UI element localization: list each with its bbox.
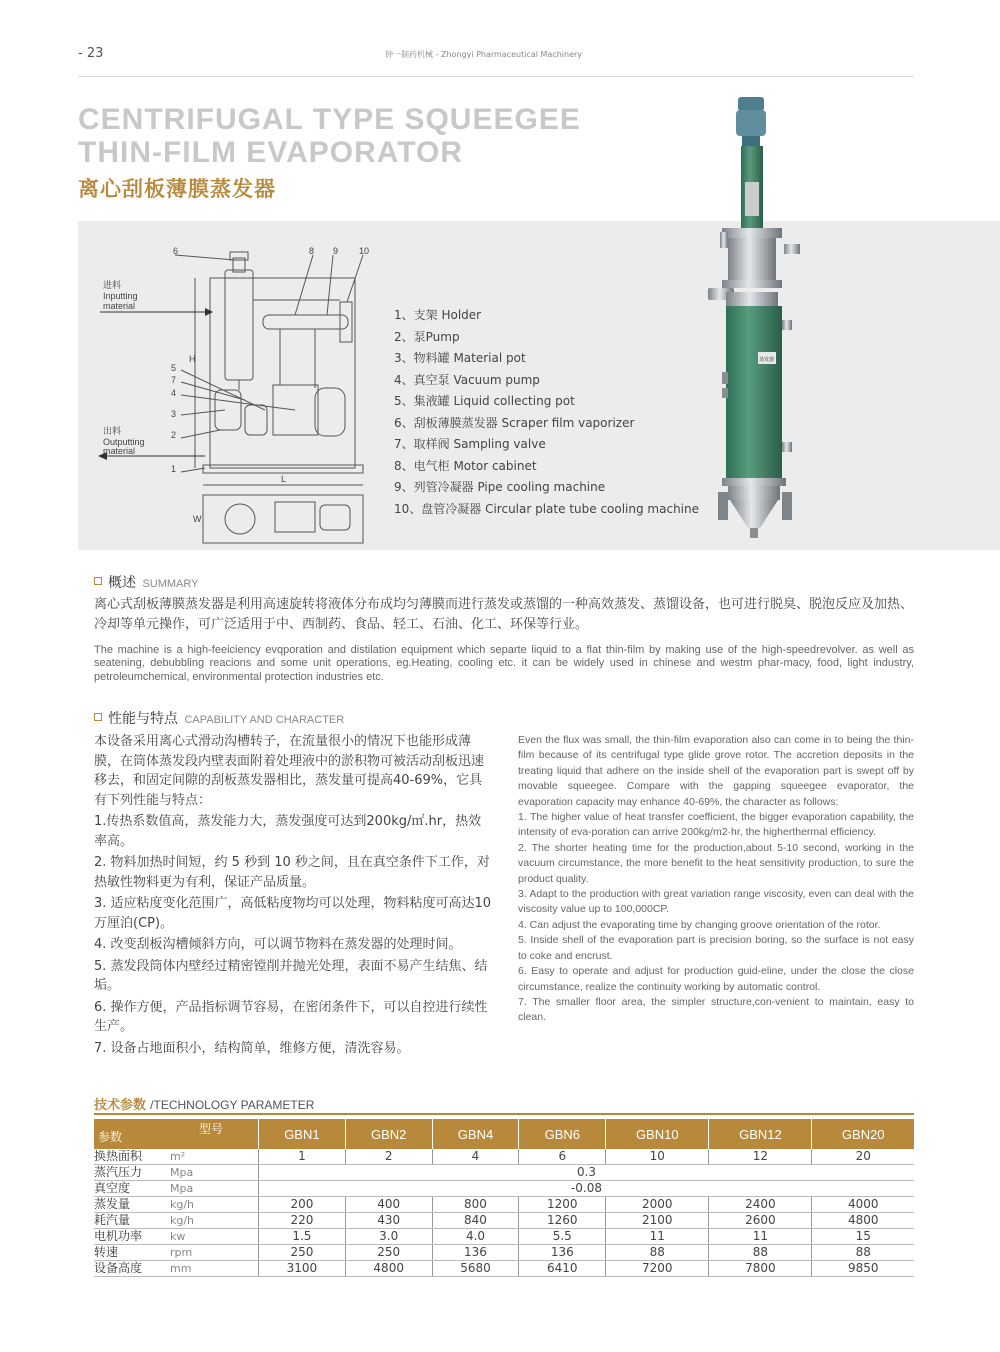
table-row [94, 1165, 914, 1181]
character-cn-paragraph: 7. 设备占地面积小，结构简单，维修方便，清洗容易。 [94, 1040, 410, 1056]
param-name: 蒸发量 [94, 1197, 152, 1213]
nameplate: 蒸发器 [759, 357, 775, 363]
param-value: 4 [432, 1149, 519, 1165]
summary-cn: 离心式刮板薄膜蒸发器是利用高速旋转将液体分布成均匀薄膜而进行蒸发或蒸馏的一种高效蒸发、蒸馏设备，也可进行脱臭、脱泡反应及加热、冷却等单元操作，可广泛适用于中、西制药、食品、轻工、石油、化工、环保等行业。 [94, 597, 914, 632]
param-value: 2400 [709, 1197, 812, 1213]
param-value: 136 [519, 1245, 606, 1261]
param-value: 4.0 [432, 1229, 519, 1245]
dimension-w: W [193, 514, 202, 524]
param-name: 换热面积 [94, 1149, 152, 1165]
param-value: 6410 [519, 1261, 606, 1277]
param-name: 蒸汽压力 [94, 1165, 152, 1181]
inputting-en-2: material [103, 301, 136, 311]
param-value: 1 [259, 1149, 346, 1165]
callout-10: 10 [359, 246, 370, 256]
param-unit: m² [152, 1149, 259, 1165]
param-value: 220 [259, 1213, 346, 1229]
summary-heading [94, 572, 198, 592]
param-name: 转速 [94, 1245, 152, 1261]
param-value: 11 [606, 1229, 709, 1245]
param-value: 1200 [519, 1197, 606, 1213]
param-value: 2 [345, 1149, 432, 1165]
character-heading-en: CAPABILITY AND CHARACTER [184, 714, 345, 726]
character-en-paragraph: 1. The higher value of heat transfer coefficient, the bigger evaporation capability, the intensity of eva-poration can arrive 200kg/m2·hr, the higherthermal efficiency. [518, 811, 914, 839]
parts-item: 1、支架 Holder [394, 308, 482, 322]
param-value: 430 [345, 1213, 432, 1229]
param-name: 设备高度 [94, 1261, 152, 1277]
outputting-cn: 出料 [103, 426, 122, 436]
tech-heading-en: /TECHNOLOGY PARAMETER [150, 1098, 315, 1112]
param-value: 4800 [345, 1261, 432, 1277]
param-value: 4000 [812, 1197, 914, 1213]
table-row [94, 1197, 914, 1213]
title-chinese: 离心刮板薄膜蒸发器 [78, 177, 276, 201]
parts-item: 5、集液罐 Liquid collecting pot [394, 394, 575, 408]
param-name: 耗汽量 [94, 1213, 152, 1229]
param-value: 88 [812, 1245, 914, 1261]
callout-8: 8 [309, 246, 315, 256]
callout-7: 7 [171, 375, 177, 385]
param-value: 5680 [432, 1261, 519, 1277]
param-name: 电机功率 [94, 1229, 152, 1245]
param-value: 200 [259, 1197, 346, 1213]
callout-2: 2 [171, 430, 177, 440]
title-line-2: THIN-FILM EVAPORATOR [78, 136, 463, 169]
param-value: 20 [812, 1149, 914, 1165]
callout-6: 6 [173, 246, 179, 256]
model-header: GBN20 [812, 1119, 914, 1149]
bullet-square-icon [94, 713, 102, 721]
param-value: 400 [345, 1197, 432, 1213]
callout-4: 4 [171, 388, 177, 398]
param-value: 136 [432, 1245, 519, 1261]
param-value: 840 [432, 1213, 519, 1229]
param-value: 3.0 [345, 1229, 432, 1245]
tech-heading [94, 1094, 314, 1113]
table-corner-cell [94, 1119, 259, 1149]
character-cn-paragraph: 3. 适应粘度变化范围广，高低粘度物均可以处理，物料粘度可高达10万厘泊(CP)。 [94, 896, 492, 931]
param-name: 真空度 [94, 1181, 152, 1197]
param-value: 88 [606, 1245, 709, 1261]
header-rule [78, 76, 914, 77]
character-cn-paragraph: 本设备采用离心式滑动沟槽转子，在流量很小的情况下也能形成薄膜，在筒体蒸发段内壁表面附着处理液中的淤积物可被活动刮板迅速移去，和固定间隙的刮板蒸发器相比，蒸发量可提高40-69%，它具有下列性能与特点： [94, 734, 485, 808]
callout-3: 3 [171, 409, 177, 419]
parts-item: 3、物料罐 Material pot [394, 351, 526, 365]
param-value: 1.5 [259, 1229, 346, 1245]
character-en-paragraph: 4. Can adjust the evaporating time by changing groove orientation of the rotor. [518, 918, 881, 931]
page-number: - 23 [78, 46, 104, 61]
param-value: 12 [709, 1149, 812, 1165]
param-unit: Mpa [152, 1165, 259, 1181]
parameter-table [94, 1119, 914, 1277]
param-value: 250 [259, 1245, 346, 1261]
param-value: 6 [519, 1149, 606, 1165]
character-en-paragraph: Even the flux was small, the thin-film evaporation also can come in to being the thin-film because of its centrifugal type glide grove rotor. The accretion deposits in the treating liquid that adhere on the inside shell of the evaporation part is swept off by movable squeegee. Compare with the gapping squeegee evaporator, the evaporation capacity may enhance 40-69%, the character as follows: [518, 734, 914, 808]
tech-heading-rule [94, 1113, 914, 1115]
summary-heading-en: SUMMARY [142, 578, 199, 590]
table-row [94, 1229, 914, 1245]
parts-item: 7、取样阀 Sampling valve [394, 437, 546, 451]
summary-heading-cn: 概述 [108, 575, 136, 591]
param-value: 15 [812, 1229, 914, 1245]
param-value-merged: 0.3 [259, 1165, 915, 1181]
tech-heading-cn: 技术参数 [94, 1098, 147, 1113]
parts-item: 9、列管冷凝器 Pipe cooling machine [394, 480, 606, 494]
param-unit: kg/h [152, 1213, 259, 1229]
parts-item: 6、刮板薄膜蒸发器 Scraper film vaporizer [394, 415, 635, 430]
param-value-merged: -0.08 [259, 1181, 915, 1197]
param-unit: rpm [152, 1245, 259, 1261]
model-header: GBN1 [259, 1119, 346, 1149]
inputting-en-1: Inputting [103, 291, 138, 301]
bullet-square-icon [94, 577, 102, 585]
table-row [94, 1181, 914, 1197]
model-header: GBN4 [432, 1119, 519, 1149]
callout-5: 5 [171, 363, 177, 373]
character-en-paragraph: 5. Inside shell of the evaporation part is precision boring, so the surface is not easy to coke and encrust. [518, 934, 914, 962]
dimension-l: L [281, 474, 287, 484]
table-row [94, 1149, 914, 1165]
param-value: 10 [606, 1149, 709, 1165]
schematic-diagram [95, 240, 385, 545]
callout-1: 1 [171, 464, 177, 474]
character-en-paragraph: 6. Easy to operate and adjust for production guid-eline, under the close the close circumstance, realize the continuity working by automatic control. [518, 965, 914, 993]
character-cn-paragraph: 1.传热系数值高，蒸发能力大，蒸发强度可达到200kg/㎡.hr，热效率高。 [94, 814, 482, 849]
table-row [94, 1213, 914, 1229]
summary-en: The machine is a high-feeiciency evqporation and distilation equipment which separte liquid to a flat thin-film by making use of the high-speedrevolver. as well as seatening, debubbling reacions and some unit operations, eg.Heating, cooling etc. it can be widely used in chinese and westm phar-macy, food, light industry, petroleumchemical, environmental protection industries etc. [94, 644, 914, 683]
character-heading-cn: 性能与特点 [108, 711, 178, 727]
page-title [78, 103, 581, 169]
outputting-en-1: Outputting [103, 437, 145, 447]
running-title: 钟一制药机械 - Zhongyi Pharmaceutical Machinery [385, 50, 583, 59]
character-cn-paragraph: 2. 物料加热时间短，约 5 秒到 10 秒之间，且在真空条件下工作，对热敏性物料更为有利，保证产品质量。 [94, 855, 490, 890]
model-header: GBN10 [606, 1119, 709, 1149]
param-unit: mm [152, 1261, 259, 1277]
param-value: 4800 [812, 1213, 914, 1229]
param-value: 250 [345, 1245, 432, 1261]
character-cn-paragraph: 4. 改变刮板沟槽倾斜方向，可以调节物料在蒸发器的处理时间。 [94, 937, 462, 952]
dimension-h: H [189, 354, 196, 364]
param-value: 2100 [606, 1213, 709, 1229]
character-heading [94, 708, 344, 728]
evaporator-photo [700, 92, 810, 542]
table-row [94, 1261, 914, 1277]
model-header: GBN2 [345, 1119, 432, 1149]
callout-9: 9 [333, 246, 339, 256]
param-value: 7200 [606, 1261, 709, 1277]
corner-param: 参数 [98, 1130, 123, 1144]
param-value: 800 [432, 1197, 519, 1213]
table-header-row [94, 1119, 914, 1149]
title-line-1: CENTRIFUGAL TYPE SQUEEGEE [78, 103, 581, 136]
param-value: 88 [709, 1245, 812, 1261]
parts-item: 4、真空泵 Vacuum pump [394, 372, 540, 387]
character-cn-paragraph: 5. 蒸发段筒体内壁经过精密镗削并抛光处理，表面不易产生结焦、结垢。 [94, 958, 488, 993]
character-en-paragraph: 7. The smaller floor area, the simpler structure,con-venient to maintain, easy to clean. [518, 995, 914, 1024]
param-value: 9850 [812, 1261, 914, 1277]
param-value: 2600 [709, 1213, 812, 1229]
parts-list [394, 305, 699, 520]
model-header: GBN6 [519, 1119, 606, 1149]
character-en-column [518, 733, 914, 1026]
parts-item: 8、电气柜 Motor cabinet [394, 458, 537, 473]
parts-item: 2、泵Pump [394, 329, 460, 344]
param-value: 3100 [259, 1261, 346, 1277]
param-unit: Mpa [152, 1181, 259, 1197]
character-cn-paragraph: 6. 操作方便，产品指标调节容易，在密闭条件下，可以自控进行续性生产。 [94, 999, 488, 1034]
param-value: 11 [709, 1229, 812, 1245]
param-value: 5.5 [519, 1229, 606, 1245]
param-unit: kw [152, 1229, 259, 1245]
model-header: GBN12 [709, 1119, 812, 1149]
param-value: 7800 [709, 1261, 812, 1277]
outputting-en-2: material [103, 446, 136, 456]
character-cn-column [94, 732, 492, 1060]
character-en-paragraph: 2. The shorter heating time for the production,about 5-10 second, working in the vacuum circumstance, the more benefit to the heat sensitivity production, to sure the product quality. [518, 841, 914, 885]
param-value: 2000 [606, 1197, 709, 1213]
inputting-cn: 进料 [103, 280, 122, 290]
parts-item: 10、盘管冷凝器 Circular plate tube cooling machine [394, 501, 699, 516]
table-row [94, 1245, 914, 1261]
corner-model: 型号 [199, 1122, 224, 1136]
param-unit: kg/h [152, 1197, 259, 1213]
character-en-paragraph: 3. Adapt to the production with great variation range viscosity, even can deal with the viscosity value up to 100,000CP. [518, 888, 914, 916]
param-value: 1260 [519, 1213, 606, 1229]
